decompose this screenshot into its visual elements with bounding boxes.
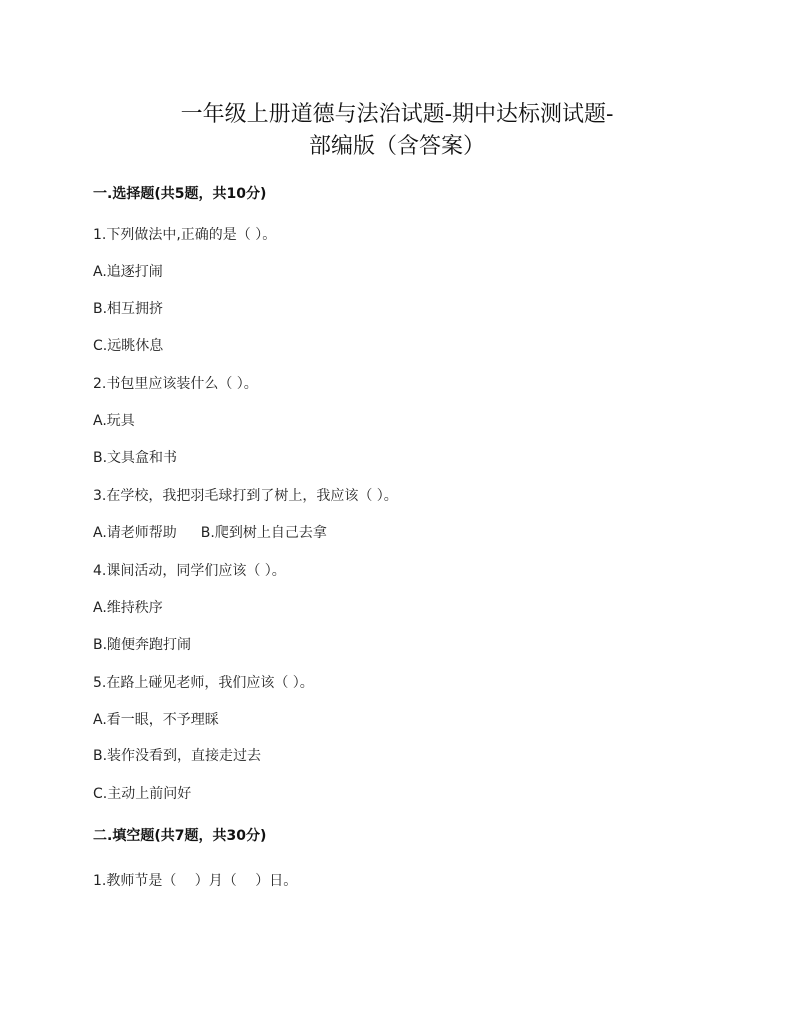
question-1-option-a: A.追逐打闹 — [93, 264, 163, 280]
question-3-stem: 3.在学校，我把羽毛球打到了树上，我应该（ ）。 — [93, 488, 398, 504]
question-2-stem: 2.书包里应该装什么（ ）。 — [93, 376, 258, 392]
document-title-line2: 部编版（含答案） — [308, 134, 485, 159]
question-1-option-c: C.远眺休息 — [93, 338, 164, 354]
fill-question-1-stem: 1.教师节是（ ）月（ ）日。 — [93, 873, 298, 889]
question-1-stem: 1.下列做法中,正确的是（ ）。 — [93, 227, 277, 243]
question-5-option-b: B.装作没看到，直接走过去 — [93, 748, 262, 764]
question-4-option-a: A.维持秩序 — [93, 600, 163, 616]
question-2-option-a: A.玩具 — [93, 413, 135, 429]
question-1-option-b: B.相互拥挤 — [93, 301, 164, 317]
question-5-option-a: A.看一眼，不予理睬 — [93, 712, 219, 728]
question-2-option-b: B.文具盒和书 — [93, 450, 178, 466]
question-3-options — [93, 522, 327, 542]
question-5-stem: 5.在路上碰见老师，我们应该（ ）。 — [93, 675, 314, 691]
section-heading-choice: 一.选择题(共5题，共10分) — [93, 186, 267, 202]
question-3-option-b: B.爬到树上自己去拿 — [200, 525, 327, 541]
question-5-option-c: C.主动上前问好 — [93, 786, 192, 802]
question-3-option-a: A.请老师帮助 — [93, 525, 177, 541]
question-4-stem: 4.课间活动，同学们应该（ ）。 — [93, 563, 286, 579]
question-4-option-b: B.随便奔跑打闹 — [93, 637, 192, 653]
document-title-line1: 一年级上册道德与法治试题-期中达标测试题- — [180, 102, 614, 127]
section-heading-fill-in: 二.填空题(共7题，共30分) — [93, 828, 267, 844]
